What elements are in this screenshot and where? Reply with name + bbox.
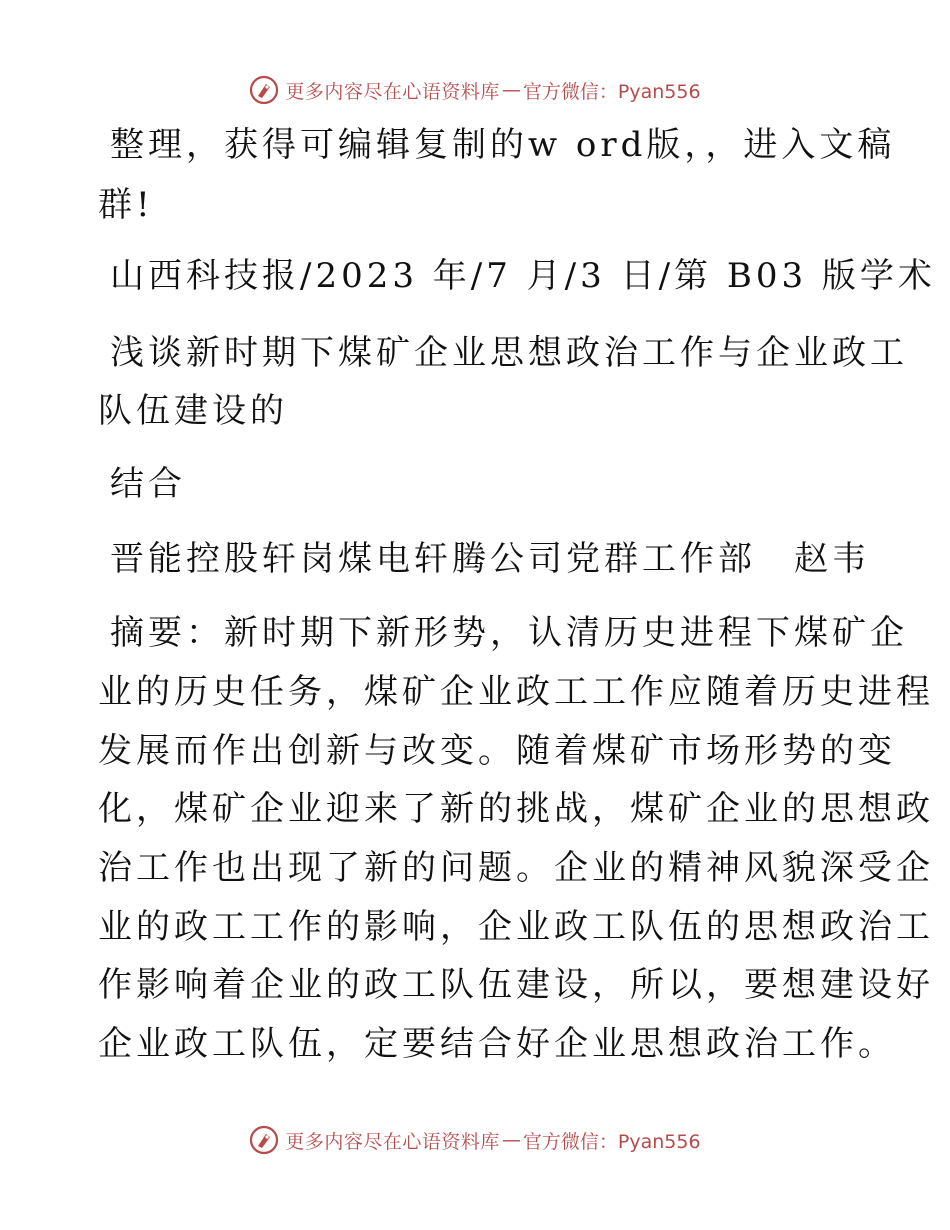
banner-separator: — xyxy=(501,79,521,101)
abstract-line-3: 发展而作出创新与改变。随着煤矿市场形势的变 xyxy=(98,731,896,771)
abstract-line-1: 摘要：新时期下新形势，认清历史进程下煤矿企 xyxy=(110,613,908,653)
banner-wechat-text: 官方微信：Pyan556 xyxy=(522,80,701,103)
pen-nib-circle-icon xyxy=(249,75,279,105)
body-line-2: 群! xyxy=(98,185,154,225)
abstract-line-7: 作影响着企业的政工队伍建设，所以，要想建设好 xyxy=(98,965,934,1005)
article-title-line-2: 队伍建设的 xyxy=(98,391,288,431)
abstract-line-6: 业的政工工作的影响，企业政工队伍的思想政治工 xyxy=(98,907,934,947)
article-title-line-1: 浅谈新时期下煤矿企业思想政治工作与企业政工 xyxy=(110,333,908,373)
header-banner xyxy=(0,70,950,110)
abstract-line-5: 治工作也出现了新的问题。企业的精神风貌深受企 xyxy=(98,848,934,888)
banner-site-text: 更多内容尽在心语资料库 xyxy=(285,80,500,103)
abstract-line-8: 企业政工队伍，定要结合好企业思想政治工作。 xyxy=(98,1024,896,1064)
footer-banner xyxy=(0,1120,950,1160)
abstract-line-4: 化，煤矿企业迎来了新的挑战，煤矿企业的思想政 xyxy=(98,789,934,829)
banner-separator: — xyxy=(501,1129,521,1151)
pen-nib-circle-icon xyxy=(249,1125,279,1155)
publication-line: 山西科技报/2023 年/7 月/3 日/第 B03 版学术 xyxy=(110,256,936,296)
article-title-line-3: 结合 xyxy=(110,464,186,504)
banner-wechat-text: 官方微信：Pyan556 xyxy=(522,1130,701,1153)
body-line-1: 整理，获得可编辑复制的w ord版，，进入文稿 xyxy=(110,125,896,165)
abstract-line-2: 业的历史任务，煤矿企业政工工作应随着历史进程 xyxy=(98,672,934,712)
author-line: 晋能控股轩岗煤电轩腾公司党群工作部 赵韦 xyxy=(110,539,870,579)
banner-site-text: 更多内容尽在心语资料库 xyxy=(285,1130,500,1153)
